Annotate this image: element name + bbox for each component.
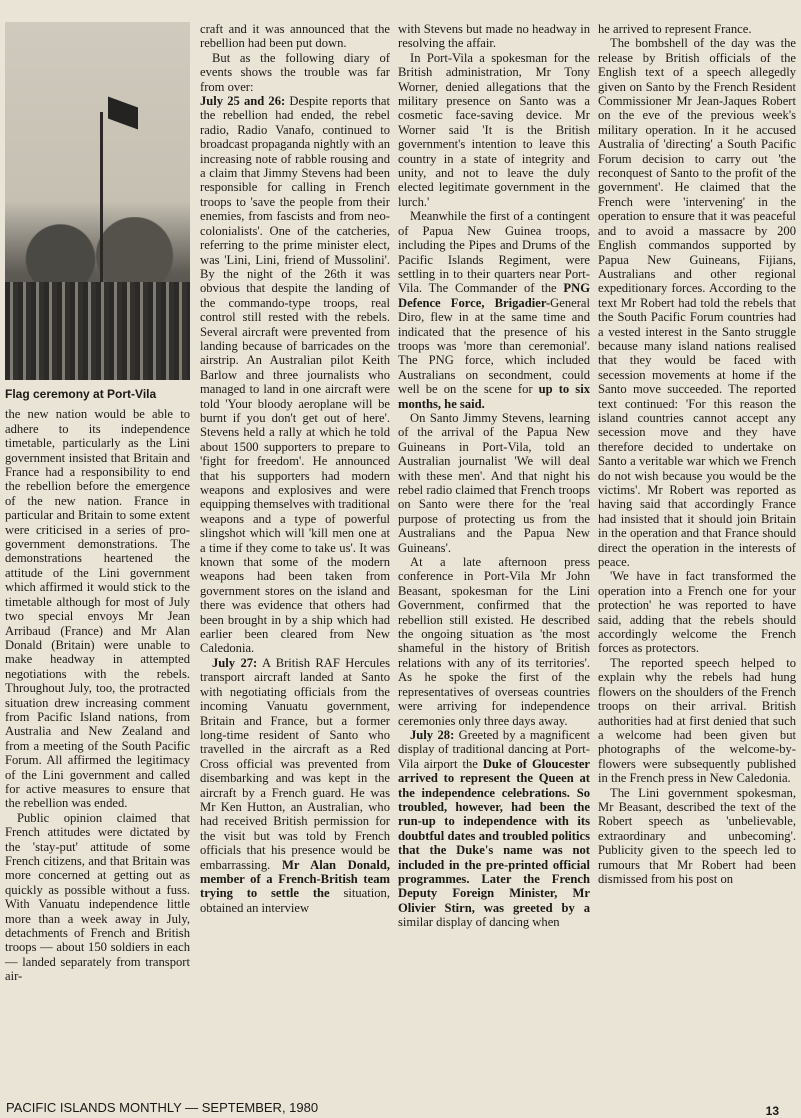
diary-date: July 25 and 26: [200, 94, 286, 109]
paragraph: 'We have in fact transformed the operation into a French one for your protection' he was reported to have said, adding that the rebels should accordingly welcome the French forces as protectors. [598, 569, 796, 656]
paragraph: July 28: Greeted by a magnificent display of traditional dancing at Port-Vila airport the Duke of Gloucester arrived to represent the Queen at the independence celebrations. So troubled, however, had been the run-up to independence with its doubtful dates and troubled politics that the Duke's name was not included in the pre-printed official programmes. Later the French Deputy Foreign Minister, Mr Olivier Stirn, was greeted by a similar display of dancing when [398, 727, 590, 930]
paragraph: July 25 and 26: Despite reports that the rebellion had ended, the rebel radio, Radio Vanafo, continued to broadcast propaganda nightly with an increasing note of rabble rousing and a claim that Jimmy Stevens had been responsible for calling in French troops to 'save the people from their enemies, from fascists and from neo-colonialists'. One of the catcheries, referring to the prime minister elect, was 'Lini, Lini, friend of Mussolini'. By the night of the 26th it was obvious that despite the landing of the commando-type troops, real control still rested with the rebels. Several aircraft were prevented from landing because of barricades on the airstrip. An Australian pilot Keith Barlow and three journalists who managed to land in one aircraft were told 'Your bloody aeroplane will be burnt if you don't get out of here'. Stevens held a rally at which he told about 1500 supporters to prepare to 'fight for freedom'. He announced that his supporters had modern weapons and explosives and were equipping themselves with traditional weapons and a type of powerful slingshot which will 'kill men one at a time if they come to take us'. It was known that some of the modern weapons had been taken from government stores on the island and there was evidence that others had been brought in by a ship which had earlier been cleared from New Caledonia. [200, 94, 390, 656]
paragraph: Public opinion claimed that French attitudes were dictated by the 'stay-put' attitude of some French citizens, and that Britain was more concerned at getting out as quickly as possible without a fuss. With Vanuatu independence little more than a week away in July, detachments of French and British troops — about 150 soldiers in each — landed separately from transport air- [5, 810, 190, 984]
paragraph: On Santo Jimmy Stevens, learning of the arrival of the Papua New Guineans in Port-Vila, told an Australian journalist 'We will deal with these men'. And that night his rebel radio claimed that French troops on Santo were there for the 'real purpose of protecting us from the Australians and the Papua New Guineans'. [398, 410, 590, 555]
paragraph: July 27: A British RAF Hercules transport aircraft landed at Santo with negotiating officials from the incoming Vanuatu government, Britain and France, but a former long-time resident of Santo who travelled in the aircraft as a Red Cross official was prevented from disembarking and was kept in the aircraft by a French guard. He was Mr Ken Hutton, an Australian, who had received British permission for the visit but was told by French officials that his presence would be embarrassing. Mr Alan Donald, member of a French-British team trying to settle the situation, obtained an interview [200, 655, 390, 915]
column-2 [200, 22, 390, 915]
paragraph: In Port-Vila a spokesman for the British administration, Mr Tony Worner, denied allegations that the military presence on Santo was a cosmetic face-saving device. Mr Worner said 'It is the British government's intention to leave this country in a state of integrity and unity, and not to leave the duly elected legitimate government in the lurch.' [398, 50, 590, 209]
flag [108, 97, 138, 130]
paragraph: The reported speech helped to explain why the rebels had hung flowers on the shoulders of the French troops on their arrival. British authorities had at first denied that such a welcome had been given but photographs of the welcome-by-flowers were subsequently published in the French press in New Caledonia. [598, 655, 796, 786]
photo-trees [5, 217, 190, 287]
running-footer: PACIFIC ISLANDS MONTHLY — SEPTEMBER, 1980 [6, 1100, 319, 1115]
diary-date: July 27: [212, 655, 258, 670]
column-4 [598, 22, 796, 886]
paragraph: Meanwhile the first of a contingent of Papua New Guinea troops, including the Pipes and Drums of the Pacific Islands Regiment, were settling in to their quarters near Port-Vila. The Commander of the PNG Defence Force, Brigadier-General Diro, flew in at the same time and indicated that the presence of his troops was 'more than ceremonial'. The PNG force, which included Australians on secondment, could well be on the scene for up to six months, he said. [398, 209, 591, 411]
paragraph: the new nation would be able to adhere to its independence timetable, particularly as the Lini government insisted that Britain and France had a responsibility to end the rebellion before the emergence of the new nation. France in particular and Britain to some extent were criticised in a series of pro-government demonstrations. The demonstrations heartened the attitude of the Lini government which affirmed it would stick to the timetable although for most of July two special envoys Mr Jean Arribaud (France) and Mr Alan Donald (Britain) were unable to make headway in attempted negotiations with the rebels. Throughout July, too, the protracted situation drew increasing comment from Pacific Island nations, from Australia and New Zealand and from a meeting of the South Pacific Forum. All affirmed the legitimacy of the Lini government and called for active measures to ensure that the rebellion was ended. [5, 407, 190, 811]
paragraph: he arrived to represent France. [598, 22, 752, 36]
diary-date: July 28: [410, 727, 455, 742]
page-number: 13 [765, 1104, 779, 1118]
photo-crowd [5, 282, 190, 380]
paragraph: At a late afternoon press conference in Port-Vila Mr John Beasant, spokesman for the Lini Government, confirmed that the rebellion still existed. He described the ongoing situation as 'the most shameful in the history of British relations with any of its territories'. As he spoke the first of the representatives of overseas countries were arriving for independence ceremonies only three days away. [398, 555, 590, 728]
column-3 [398, 22, 590, 930]
paragraph: But as the following diary of events shows the trouble was far from over: [200, 50, 390, 94]
flag-ceremony-photo [5, 22, 190, 380]
paragraph: with Stevens but made no headway in resolving the affair. [398, 22, 590, 51]
photo-caption: Flag ceremony at Port-Vila [5, 387, 157, 401]
paragraph: The bombshell of the day was the release by British officials of the English text of a speech allegedly given on Santo by the French Resident Commissioner Mr Jean-Jaques Robert on the eve of the previous week's military operation. In it he accused Australia of 'directing' a South Pacific Forum decision to carry out 'the reconquest of Santo to the profit of the government'. He claimed that the French were 'intervening' in the operation to ensure that it was peaceful and to avoid a massacre by 200 English commandos supported by Papua New Guineans, Fijians, Australians and other regional expeditionary forces. According to the text Mr Robert had told the rebels that the South Pacific Forum countries had a vested interest in the Santo struggle because many island nations realised that they would be faced with secession movements at home if the Santo move succeeded. The reported text continued: 'For this reason the island countries cannot accept any secession move and they have therefore decided to undertake on Santo a veritable war which we French do not wish because you would be the victims'. Mr Robert was reported as having said that accordingly France had insisted that it should join Britain in the operation and that France should direct the operation in the interests of peace. [598, 36, 796, 570]
paragraph: craft and it was announced that the rebellion had been put down. [200, 22, 390, 51]
column-1 [5, 22, 190, 984]
paragraph: The Lini government spokesman, Mr Beasant, described the text of the Robert speech as 'unbelievable, extraordinary and unbecoming'. Publicity given to the speech led to rumours that Mr Robert had been dismissed from his post on [598, 785, 796, 886]
